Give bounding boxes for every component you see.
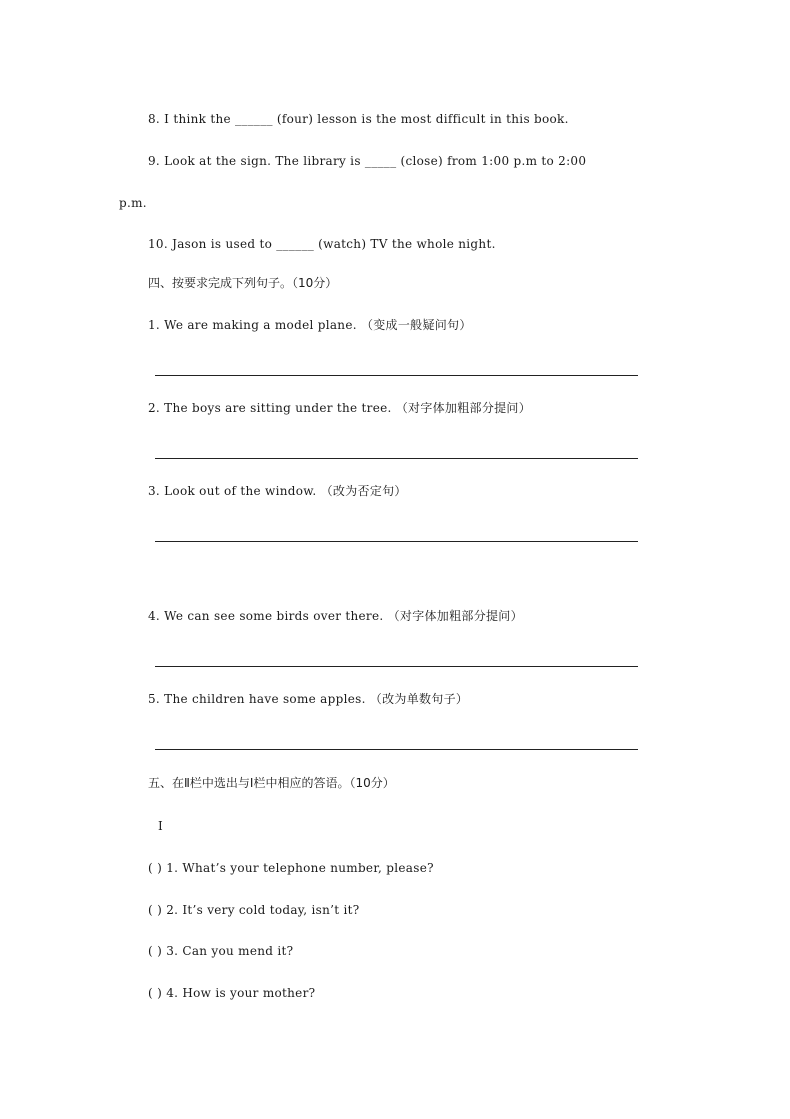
- rewrite-item-3: 3. Look out of the window. （改为否定句）: [148, 484, 407, 498]
- rewrite-item-4: 4. We can see some birds over there. （对字体加粗部分提问）: [148, 609, 523, 623]
- match-item-1: ( ) 1. What’s your telephone number, please?: [148, 861, 434, 875]
- match-item-3: ( ) 3. Can you mend it?: [148, 944, 294, 958]
- question-9: 9. Look at the sign. The library is _____ (close) from 1:00 p.m to 2:00: [148, 154, 587, 168]
- rewrite-item-1: 1. We are making a model plane. （变成一般疑问句）: [148, 318, 472, 332]
- match-item-4: ( ) 4. How is your mother?: [148, 986, 316, 1000]
- question-9-continued: p.m.: [119, 196, 147, 210]
- match-item-2: ( ) 2. It’s very cold today, isn’t it?: [148, 903, 360, 917]
- question-8: 8. I think the ______ (four) lesson is the most difficult in this book.: [148, 112, 569, 126]
- rewrite-item-2: 2. The boys are sitting under the tree. （对字体加粗部分提问）: [148, 401, 532, 415]
- answer-line-2[interactable]: [155, 458, 638, 459]
- rewrite-item-5: 5. The children have some apples. （改为单数句子）: [148, 692, 469, 706]
- answer-line-3[interactable]: [155, 541, 638, 542]
- answer-line-1[interactable]: [155, 375, 638, 376]
- column-1-label: Ⅰ: [158, 819, 164, 833]
- question-10: 10. Jason is used to ______ (watch) TV the whole night.: [148, 237, 496, 251]
- answer-line-5[interactable]: [155, 749, 638, 750]
- answer-line-4[interactable]: [155, 666, 638, 667]
- section-4-heading: 四、按要求完成下列句子。（10分）: [148, 276, 338, 290]
- section-5-heading: 五、在Ⅱ栏中选出与Ⅰ栏中相应的答语。（10分）: [148, 776, 395, 790]
